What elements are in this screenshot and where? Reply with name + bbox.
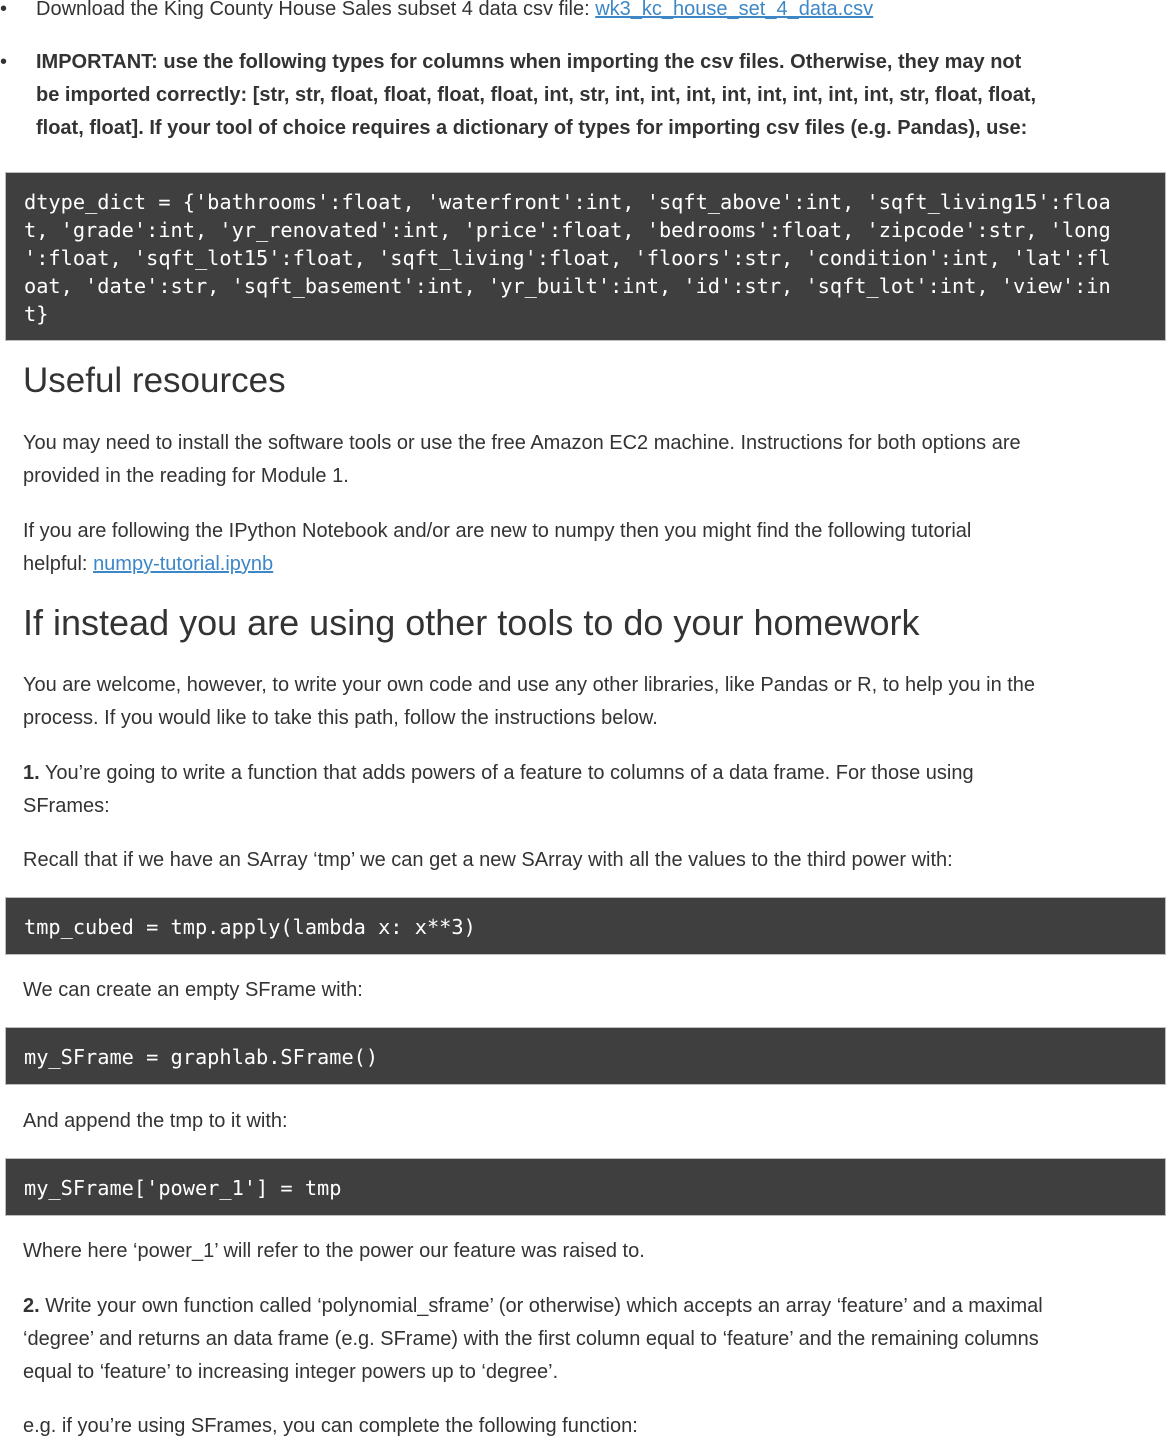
csv-download-link[interactable]: wk3_kc_house_set_4_data.csv xyxy=(595,0,874,20)
recall-paragraph: Recall that if we have an SArray ‘tmp’ we can get a new SArray with all the values to the third power with: xyxy=(23,849,953,871)
text-line xyxy=(23,1290,1043,1323)
important-line-1: IMPORTANT: use the following types for columns when importing the csv files. Otherwise, they may not xyxy=(36,51,1022,73)
step-1-paragraph xyxy=(23,757,974,823)
resources-paragraph-1 xyxy=(23,427,1021,493)
text-line: ‘degree’ and returns an data frame (e.g. SFrame) with the first column equal to ‘feature’ and the remaining columns xyxy=(23,1328,1039,1350)
code-line: t} xyxy=(24,302,49,326)
append-code-block xyxy=(5,1158,1166,1216)
example-paragraph: e.g. if you’re using SFrames, you can complete the following function: xyxy=(23,1415,638,1437)
text-line: You are welcome, however, to write your own code and use any other libraries, like Pandas or R, to help you in the xyxy=(23,674,1036,696)
code-line: dtype_dict = {'bathrooms':float, 'waterfront':int, 'sqft_above':int, 'sqft_living15':floa xyxy=(24,190,1111,214)
empty-sframe-paragraph: We can create an empty SFrame with: xyxy=(23,979,363,1001)
text-line: You may need to install the software tools or use the free Amazon EC2 machine. Instructions for both options are xyxy=(23,432,1021,454)
code-line: oat, 'date':str, 'sqft_basement':int, 'yr_built':int, 'id':str, 'sqft_lot':int, 'view':in xyxy=(24,274,1111,298)
text-line: If you are following the IPython Notebook and/or are new to numpy then you might find the following tutorial xyxy=(23,520,972,542)
step-2-text: Write your own function called ‘polynomial_sframe’ (or otherwise) which accepts an array ‘feature’ and a maximal xyxy=(39,1295,1043,1317)
dtype-code-block xyxy=(5,172,1166,341)
step-2-paragraph xyxy=(23,1290,1043,1389)
useful-resources-heading: Useful resources xyxy=(23,361,286,400)
text-line: provided in the reading for Module 1. xyxy=(23,465,349,487)
code-line: ':float, 'sqft_lot15':float, 'sqft_living':float, 'floors':str, 'condition':int, 'lat':fl xyxy=(24,246,1111,270)
important-line-2: be imported correctly: [str, str, float, float, float, float, int, str, int, int, int, int, int, int, int, int, str, float, float, xyxy=(36,84,1037,106)
text-line xyxy=(23,548,971,581)
bullet-marker: • xyxy=(0,0,8,20)
code-line: my_SFrame['power_1'] = tmp xyxy=(24,1176,342,1200)
step-1-text: You’re going to write a function that adds powers of a feature to columns of a data frame. For those using xyxy=(39,762,974,784)
code-line: t, 'grade':int, 'yr_renovated':int, 'price':float, 'bedrooms':float, 'zipcode':str, 'long xyxy=(24,218,1111,242)
other-tools-heading: If instead you are using other tools to do your homework xyxy=(23,602,920,643)
download-item xyxy=(36,0,873,26)
text-line: process. If you would like to take this path, follow the instructions below. xyxy=(23,707,658,729)
numpy-tutorial-link[interactable]: numpy-tutorial.ipynb xyxy=(93,553,274,575)
text-line: SFrames: xyxy=(23,795,110,817)
important-note xyxy=(36,46,1036,145)
bullet-marker: • xyxy=(0,51,8,73)
text-line: equal to ‘feature’ to increasing integer powers up to ‘degree’. xyxy=(23,1361,559,1383)
important-line-3: float, float]. If your tool of choice requires a dictionary of types for importing csv files (e.g. Pandas), use: xyxy=(36,117,1028,139)
step-2-number: 2. xyxy=(23,1295,40,1317)
code-line: tmp_cubed = tmp.apply(lambda x: x**3) xyxy=(24,915,476,939)
code-line: my_SFrame = graphlab.SFrame() xyxy=(24,1045,379,1069)
resources-paragraph-2 xyxy=(23,515,971,581)
append-paragraph: And append the tmp to it with: xyxy=(23,1110,288,1132)
helpful-label: helpful: xyxy=(23,553,94,575)
download-text: Download the King County House Sales subset 4 data csv file: xyxy=(36,0,596,20)
other-tools-paragraph xyxy=(23,669,1035,735)
empty-sframe-code-block xyxy=(5,1027,1166,1085)
step-1-number: 1. xyxy=(23,762,40,784)
power-note-paragraph: Where here ‘power_1’ will refer to the power our feature was raised to. xyxy=(23,1240,645,1262)
cubed-code-block xyxy=(5,897,1166,955)
text-line xyxy=(23,757,974,790)
